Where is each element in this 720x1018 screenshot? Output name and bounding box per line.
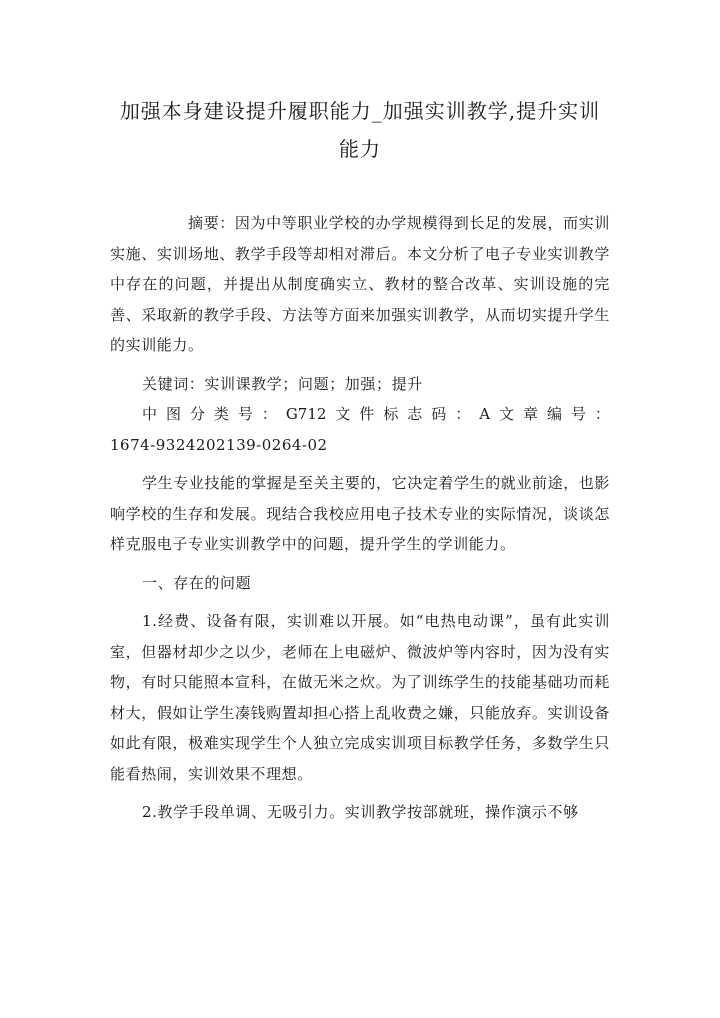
classification-char: 图 xyxy=(165,405,181,423)
point-1-paragraph: 1.经费、设备有限，实训难以开展。如“电热电动课”，虽有此实训室，但器材却少之以少，老师在上电磁炉、微波炉等内容时，因为没有实物，有时只能照本宣科，在做无米之炊。为了训练学生的技能基础功而耗材大，假如让学生凑钱购置却担心搭上乱收费之嫌，只能放弃。实训设备如此有限，极难实现学生个人独立完成实训项目标教学任务，多数学生只能看热闹，实训效果不理想。 xyxy=(110,612,610,783)
classification-char: ： xyxy=(594,405,610,423)
classification-char: A xyxy=(479,405,491,423)
classification-char: 章 xyxy=(522,405,538,423)
classification-char: 文 xyxy=(335,405,351,423)
intro-paragraph: 学生专业技能的掌握是至关主要的，它决定着学生的就业前途，也影响学校的生存和发展。现结合我校应用电子技术专业的实际情况，谈谈怎样克服电子专业实训教学中的问题，提升学生的学训能力。 xyxy=(110,474,611,553)
keywords-line: 关键词：实训课教学；问题；加强；提升 xyxy=(142,374,423,393)
classification-char: 号 xyxy=(237,405,253,423)
classification-char: ： xyxy=(261,405,277,423)
point-2-paragraph: 2.教学手段单调、无吸引力。实训教学按部就班，操作演示不够 xyxy=(142,803,579,821)
classification-char: 码 xyxy=(431,405,447,423)
classification-char: 文 xyxy=(499,405,515,423)
article-number: 1674-9324202139-0264-02 xyxy=(110,435,328,454)
classification-char: 分 xyxy=(189,405,205,423)
classification-char: 件 xyxy=(359,405,375,423)
classification-line xyxy=(110,399,610,430)
classification-char: 号 xyxy=(570,405,586,423)
classification-char: ： xyxy=(455,405,471,423)
section-heading: 一、存在的问题 xyxy=(142,573,252,592)
classification-char: 志 xyxy=(407,405,423,423)
classification-char: 编 xyxy=(546,405,562,423)
abstract-paragraph: 摘要：因为中等职业学校的办学规模得到长足的发展，而实训实施、实训场地、教学手段等却相对滞后。本文分析了电子专业实训教学中存在的问题，并提出从制度确实立、教材的整合改革、实训设施的完善、采取新的教学手段、方法等方面来加强实训教学，从而切实提升学生的实训能力。 xyxy=(110,214,610,354)
classification-char: 中 xyxy=(142,405,158,423)
classification-char: G712 xyxy=(285,405,327,423)
classification-char: 标 xyxy=(383,405,399,423)
document-title: 加强本身建设提升履职能力_加强实训教学,提升实训能力 xyxy=(119,99,601,161)
classification-char: 类 xyxy=(213,405,229,423)
